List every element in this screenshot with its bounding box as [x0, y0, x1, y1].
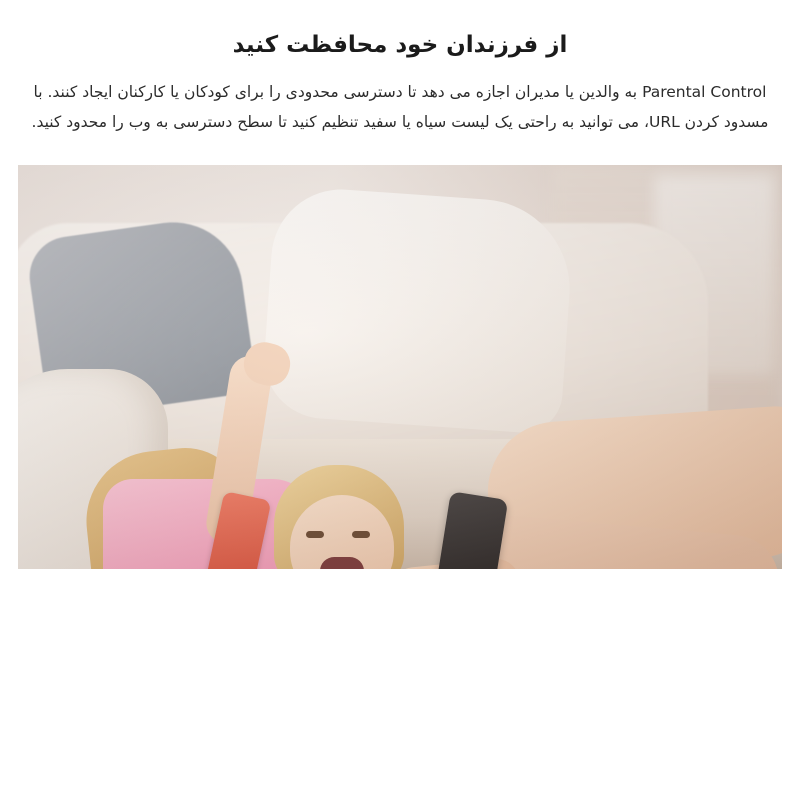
- page-title: از فرزندان خود محافظت کنید: [232, 32, 568, 58]
- boy-eye-left: [306, 531, 324, 538]
- hero-image: [18, 165, 782, 569]
- hero-image-illustration: [18, 165, 782, 569]
- white-cushion: [260, 185, 575, 435]
- article-body-text: Parental Control به والدین یا مدیران اجازه می دهد تا دسترسی محدودی را برای کودکان یا کارکنان ایجاد کنند. با مسدود کردن URL، می توانید به راحتی یک لیست سیاه یا سفید تنظیم کنید تا سطح دسترسی به وب را محدود کنید.: [31, 82, 769, 131]
- boy-mouth: [320, 557, 364, 569]
- boy-eye-right: [352, 531, 370, 538]
